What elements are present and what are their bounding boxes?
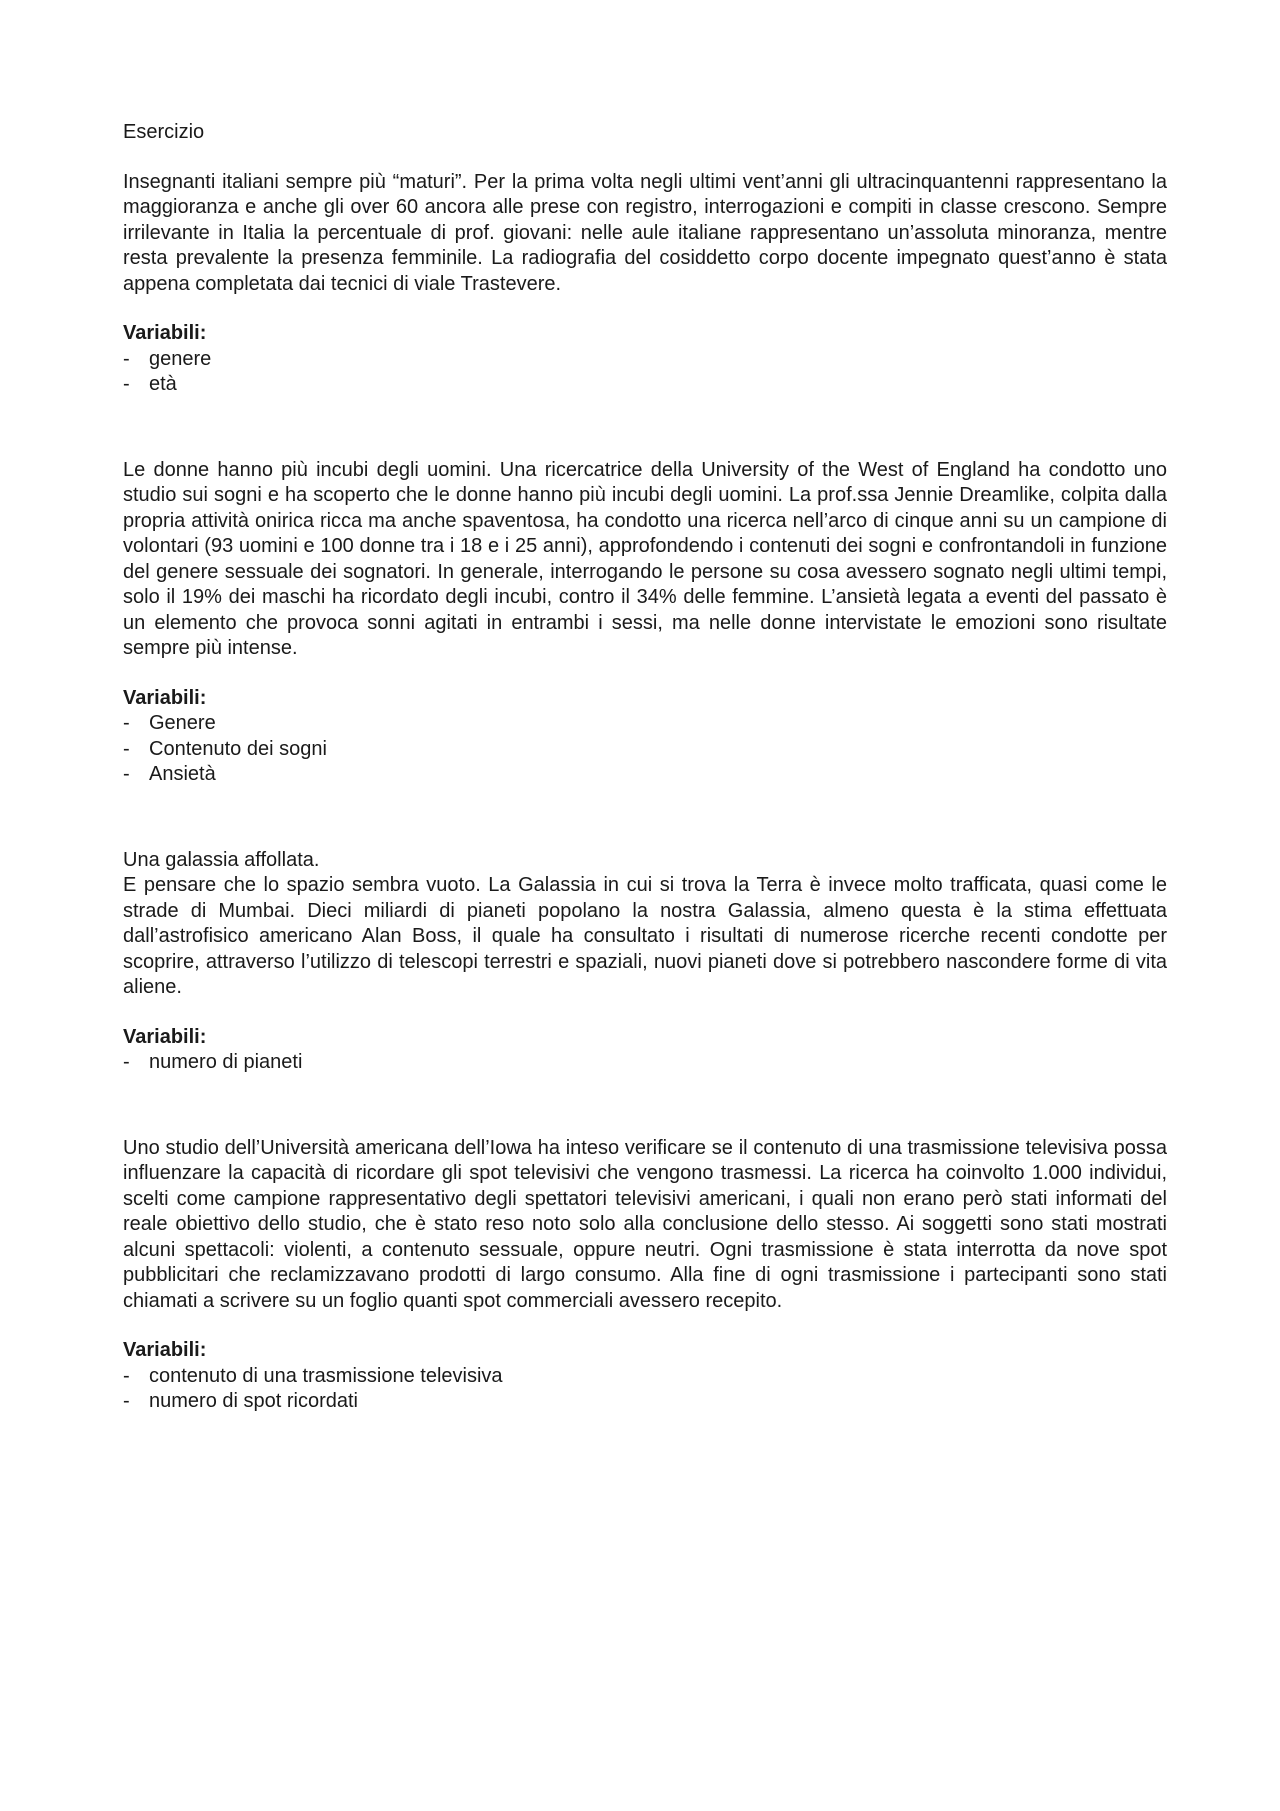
list-item: - numero di pianeti <box>123 1050 1167 1076</box>
section-heading: Una galassia affollata. <box>123 848 320 871</box>
dash-bullet: - <box>123 1364 130 1387</box>
section-galaxy <box>123 848 1167 1076</box>
paragraph: Insegnanti italiani sempre più “maturi”. Per la prima volta negli ultimi vent’anni gli ultracinquantenni rappresentano la maggioranza e anche gli over 60 ancora alle prese con registro, interrogazioni e compiti in classe crescono. Sempre irrilevante in Italia la percentuale di prof. giovani: nelle aule italiane rappresentano un’assoluta minoranza, mentre resta prevalente la presenza femminile. La radiografia del cosiddetto corpo docente impegnato quest’anno è stata appena completata dai tecnici di viale Trastevere. <box>123 170 1167 295</box>
section-nightmares <box>123 458 1167 788</box>
paragraph: Le donne hanno più incubi degli uomini. Una ricercatrice della University of the West of England ha condotto uno studio sui sogni e ha scoperto che le donne hanno più incubi degli uomini. La prof.ssa Jennie Dreamlike, colpita dalla propria attività onirica ricca ma anche spaventosa, ha condotto una ricerca nell’arco di cinque anni su un campione di volontari (93 uomini e 100 donne tra i 18 e i 25 anni), approfondendo i contenuti dei sogni e confrontandoli in funzione del genere sessuale dei sognatori. In generale, interrogando le persone su cosa avessero sognato negli ultimi tempi, solo il 19% dei maschi ha ricordato degli incubi, contro il 34% delle femmine. L’ansietà legata a eventi del passato è un elemento che provoca sonni agitati in entrambi i sessi, ma nelle donne intervistate le emozioni sono risultate sempre più intense. <box>123 458 1167 659</box>
variables-heading: Variabili: <box>123 1025 207 1048</box>
variables-list <box>123 347 1167 398</box>
dash-bullet: - <box>123 712 130 734</box>
list-item: - contenuto di una trasmissione televisiva <box>123 1364 1167 1390</box>
variables-list <box>123 1050 1167 1076</box>
list-item: - numero di spot ricordati <box>123 1389 1167 1415</box>
dash-bullet: - <box>123 763 130 785</box>
list-item: - Ansietà <box>123 762 1167 788</box>
section-teachers <box>123 170 1167 398</box>
dash-bullet: - <box>123 347 130 370</box>
list-item: - Contenuto dei sogni <box>123 737 1167 763</box>
dash-bullet: - <box>123 737 130 760</box>
variables-heading: Variabili: <box>123 686 207 709</box>
dash-bullet: - <box>123 1051 130 1073</box>
document-page <box>123 120 1167 1415</box>
dash-bullet: - <box>123 373 130 395</box>
list-item: - Genere <box>123 711 1167 737</box>
variables-heading: Variabili: <box>123 322 207 344</box>
dash-bullet: - <box>123 1390 130 1412</box>
variables-list <box>123 1364 1167 1415</box>
paragraph: E pensare che lo spazio sembra vuoto. La Galassia in cui si trova la Terra è invece molto trafficata, quasi come le strade di Mumbai. Dieci miliardi di pianeti popolano la nostra Galassia, almeno questa è la stima effettuata dall’astrofisico americano Alan Boss, il quale ha consultato i risultati di numerose ricerche recenti condotte per scoprire, attraverso l’utilizzo di telescopi terrestri e spaziali, nuovi pianeti dove si potrebbero nascondere forme di vita aliene. <box>123 874 1167 998</box>
list-item: - genere <box>123 347 1167 373</box>
document-title: Esercizio <box>123 121 205 143</box>
variables-list <box>123 711 1167 788</box>
list-item: - età <box>123 372 1167 398</box>
paragraph: Uno studio dell’Università americana dell’Iowa ha inteso verificare se il contenuto di una trasmissione televisiva possa influenzare la capacità di ricordare gli spot televisivi che vengono trasmessi. La ricerca ha coinvolto 1.000 individui, scelti come campione rappresentativo degli spettatori televisivi americani, i quali non erano però stati informati del reale obiettivo dello studio, che è stato reso noto solo alla conclusione dello stesso. Ai soggetti sono stati mostrati alcuni spettacoli: violenti, a contenuto sessuale, oppure neutri. Ogni trasmissione è stata interrotta da nove spot pubblicitari che reclamizzavano prodotti di largo consumo. Alla fine di ogni trasmissione i partecipanti sono stati chiamati a scrivere su un foglio quanti spot commerciali avessero recepito. <box>123 1136 1167 1312</box>
section-tv-study <box>123 1136 1167 1415</box>
variables-heading: Variabili: <box>123 1339 207 1361</box>
